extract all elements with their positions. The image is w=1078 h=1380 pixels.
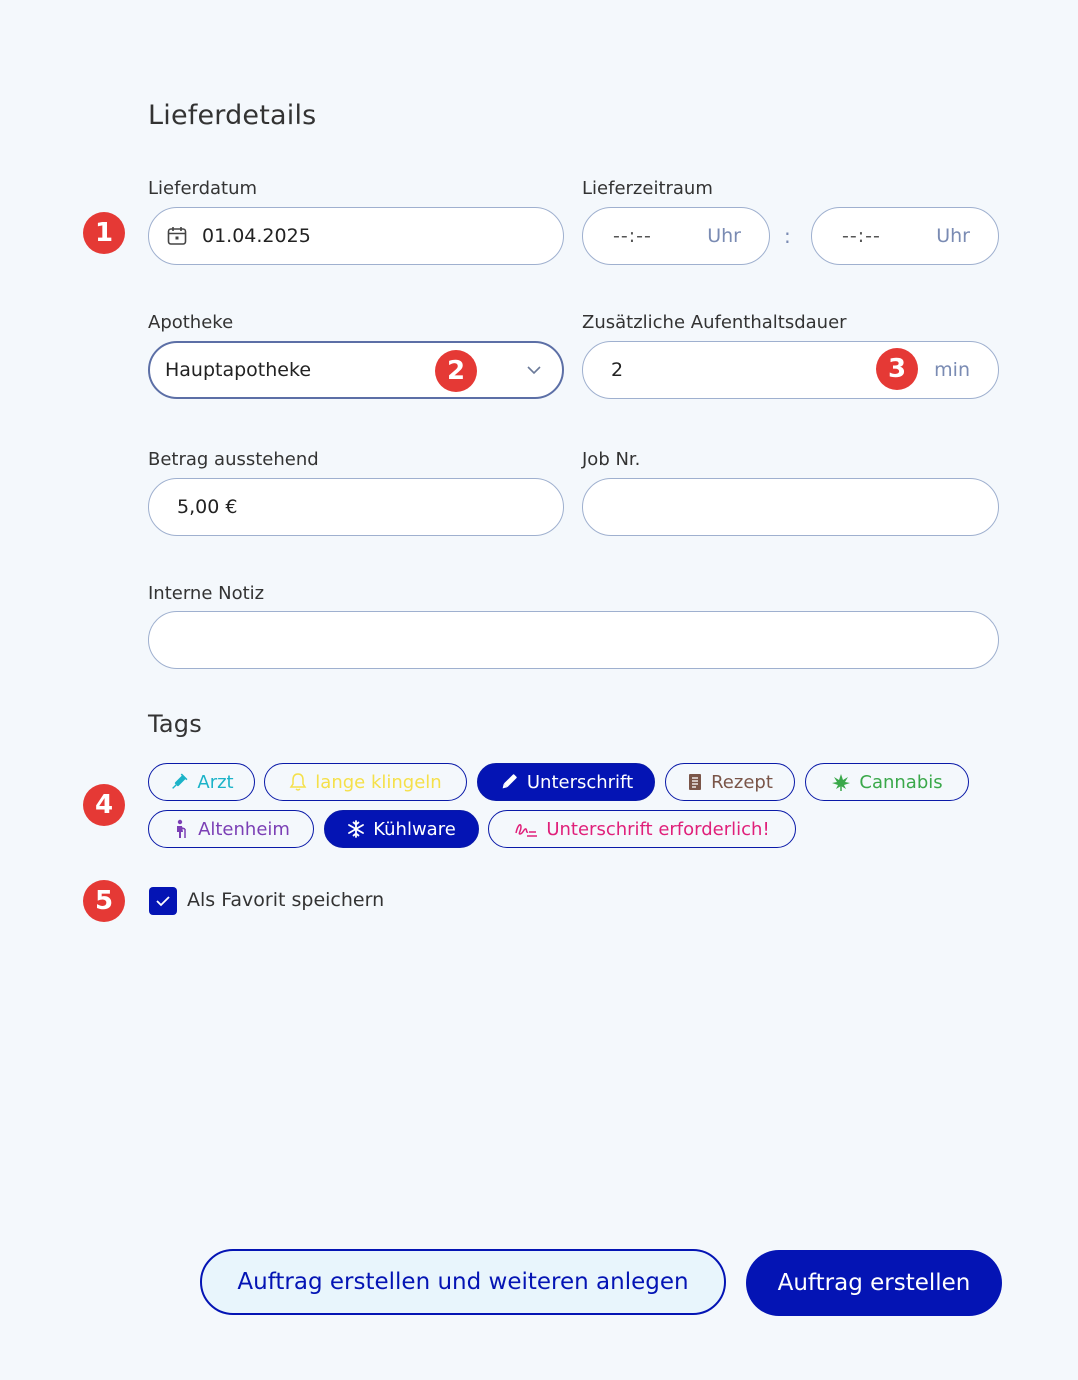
checkmark-icon	[155, 894, 171, 908]
tag-label: Rezept	[711, 771, 773, 793]
marker-5: 5	[83, 880, 125, 922]
tag-label: Altenheim	[198, 818, 290, 840]
delivery-date-field[interactable]	[148, 207, 564, 265]
amount-due-value: 5,00 €	[177, 496, 238, 518]
marker-3: 3	[876, 348, 918, 390]
tag-label: Unterschrift erforderlich!	[546, 818, 770, 840]
page-title: Lieferdetails	[148, 100, 317, 131]
bell-icon	[289, 772, 307, 792]
delivery-date-value: 01.04.2025	[202, 225, 311, 247]
syringe-icon	[169, 772, 189, 792]
extra-stay-label: Zusätzliche Aufenthaltsdauer	[582, 312, 847, 333]
receipt-icon	[687, 772, 703, 792]
tag-lange-klingeln[interactable]	[264, 763, 467, 801]
pharmacy-value: Hauptapotheke	[165, 359, 312, 381]
favorite-label[interactable]: Als Favorit speichern	[187, 889, 385, 911]
internal-note-input[interactable]	[148, 611, 999, 669]
create-order-button[interactable]: Auftrag erstellen	[746, 1250, 1002, 1316]
amount-due-label: Betrag ausstehend	[148, 449, 319, 470]
tags-title: Tags	[148, 710, 202, 738]
time-from-unit: Uhr	[707, 225, 741, 247]
pharmacy-select[interactable]	[148, 341, 564, 399]
pharmacy-label: Apotheke	[148, 312, 234, 333]
tag-kuehlware[interactable]	[324, 810, 479, 848]
tag-label: Kühlware	[373, 818, 456, 840]
job-no-label: Job Nr.	[582, 449, 641, 470]
extra-stay-unit: min	[934, 359, 970, 381]
signature-icon	[514, 820, 538, 838]
tag-label: Cannabis	[859, 771, 943, 793]
tag-label: Arzt	[197, 771, 234, 793]
marker-1: 1	[83, 212, 125, 254]
elderly-person-icon	[172, 819, 190, 839]
time-to-placeholder: --:--	[842, 225, 881, 247]
favorite-checkbox[interactable]	[149, 887, 177, 915]
tag-unterschrift-erforderlich[interactable]	[488, 810, 796, 848]
tag-rezept[interactable]	[665, 763, 795, 801]
chevron-down-icon	[526, 364, 542, 376]
tag-label: Unterschrift	[526, 771, 634, 793]
extra-stay-value: 2	[611, 359, 624, 381]
pen-icon	[499, 772, 519, 792]
tag-unterschrift[interactable]	[477, 763, 655, 801]
time-to-unit: Uhr	[936, 225, 970, 247]
job-no-input[interactable]	[582, 478, 999, 536]
time-to-input[interactable]	[811, 207, 999, 265]
tag-label: lange klingeln	[315, 771, 442, 793]
time-from-placeholder: --:--	[613, 225, 652, 247]
time-window-label: Lieferzeitraum	[582, 178, 713, 199]
time-separator: :	[784, 224, 791, 248]
tag-cannabis[interactable]	[805, 763, 969, 801]
marker-2: 2	[435, 350, 477, 392]
leaf-icon	[831, 772, 851, 792]
create-and-new-button[interactable]: Auftrag erstellen und weiteren anlegen	[200, 1249, 726, 1315]
time-from-input[interactable]	[582, 207, 770, 265]
delivery-date-label: Lieferdatum	[148, 178, 258, 199]
marker-4: 4	[83, 784, 125, 826]
tag-arzt[interactable]	[148, 763, 255, 801]
amount-due-input[interactable]	[148, 478, 564, 536]
internal-note-label: Interne Notiz	[148, 583, 265, 604]
calendar-icon	[166, 225, 188, 247]
tag-altenheim[interactable]	[148, 810, 314, 848]
snowflake-icon	[347, 820, 365, 838]
extra-stay-input[interactable]	[582, 341, 999, 399]
